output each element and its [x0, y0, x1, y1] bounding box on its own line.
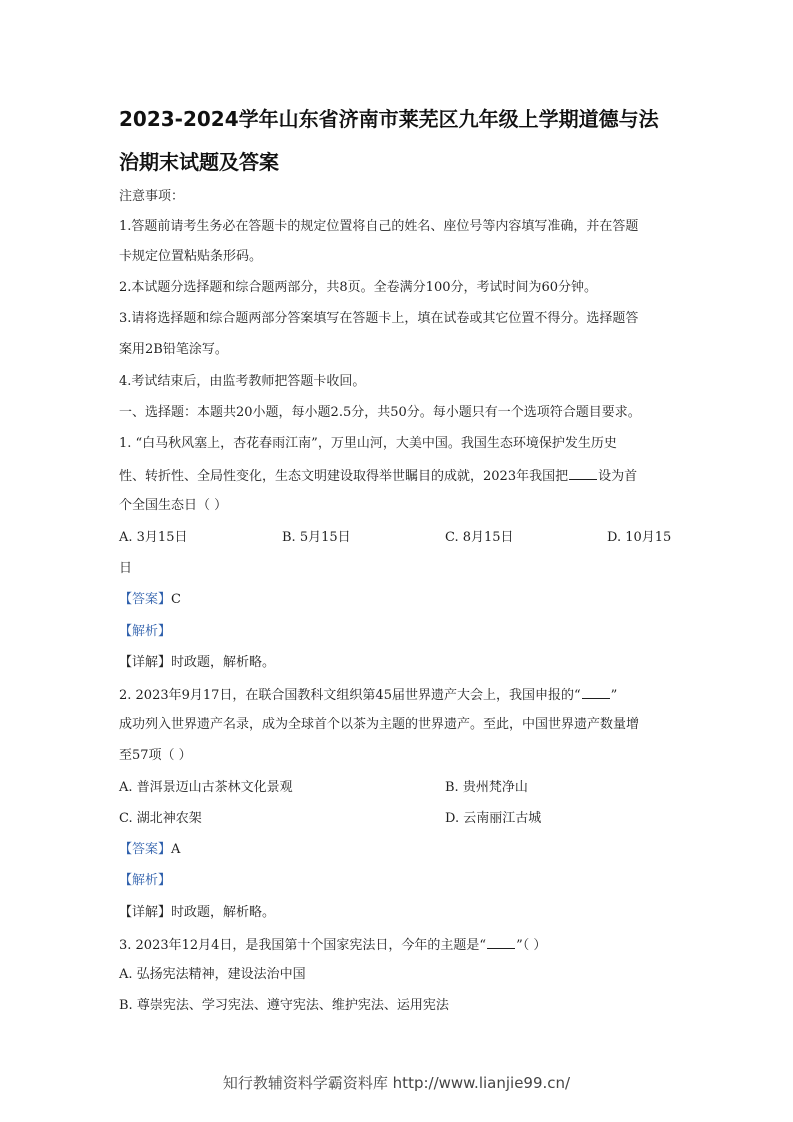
q2-answer: [119, 842, 180, 858]
q3-stem-line1: [119, 936, 546, 954]
q1-stem-line1: 1. “白马秋风塞上，杏花春雨江南”，万里山河，大美中国。我国生态环境保护发生历史: [119, 436, 617, 451]
q2-option-c: C. 湖北神农架: [119, 811, 202, 826]
q3-blank: [487, 936, 515, 949]
q2-stem-line1: [119, 686, 617, 704]
q2-stem-line3: 至57项（ ）: [119, 748, 192, 763]
notice-item-3: 3.请将选择题和综合题两部分答案填写在答题卡上，填在试卷或其它位置不得分。选择题答: [119, 311, 639, 326]
q1-stem-text: 性、转折性、全局性变化，生态文明建设取得举世瞩目的成就，2023年我国把: [119, 469, 569, 484]
q1-analysis-label: 【解析】: [119, 624, 172, 639]
section-heading: 一、选择题：本题共20小题，每小题2.5分，共50分。每小题只有一个选项符合题目要求。: [119, 405, 641, 420]
page-title-line1: 2023-2024学年山东省济南市莱芜区九年级上学期道德与法: [119, 107, 659, 131]
q1-blank: [569, 467, 597, 480]
q2-stem-line2: 成功列入世界遗产名录，成为全球首个以茶为主题的世界遗产。至此，中国世界遗产数量增: [119, 717, 640, 732]
notice-item-2: 2.本试题分选择题和综合题两部分，共8页。全卷满分100分，考试时间为60分钟。: [119, 280, 598, 295]
q2-answer-value: A: [171, 842, 181, 857]
q1-detail: [119, 655, 275, 671]
q2-stem-text: 2. 2023年9月17日，在联合国教科文组织第45届世界遗产大会上，我国申报的“: [119, 688, 581, 703]
q3-option-b: B. 尊崇宪法、学习宪法、遵守宪法、维护宪法、运用宪法: [119, 998, 449, 1013]
q2-detail-text: 时政题，解析略。: [171, 905, 276, 920]
q2-detail: [119, 905, 275, 921]
q2-blank: [582, 686, 610, 699]
notice-item-1-cont: 卡规定位置粘贴条形码。: [119, 249, 263, 264]
notice-item-3-cont: 案用2B铅笔涂写。: [119, 342, 228, 357]
q1-option-a: A. 3月15日: [119, 530, 188, 545]
q1-answer-value: C: [171, 592, 181, 607]
detail-label: 【详解】: [119, 905, 172, 920]
q2-stem-text-end: ”: [610, 688, 618, 703]
q3-stem-text: 3. 2023年12月4日，是我国第十个国家宪法日，今年的主题是“: [119, 938, 487, 953]
q2-option-b: B. 贵州梵净山: [445, 780, 528, 795]
q1-option-d-cont: 日: [119, 561, 133, 576]
q1-option-d: D. 10月15: [607, 530, 672, 545]
q1-option-c: C. 8月15日: [445, 530, 514, 545]
q1-stem-line2: [119, 467, 637, 485]
q1-stem-line3: 个全国生态日（ ）: [119, 498, 228, 513]
q1-detail-text: 时政题，解析略。: [171, 655, 276, 670]
q2-analysis-label: 【解析】: [119, 873, 172, 888]
q1-option-b: B. 5月15日: [282, 530, 351, 545]
detail-label: 【详解】: [119, 655, 172, 670]
answer-label: 【答案】: [119, 592, 172, 607]
answer-label: 【答案】: [119, 842, 172, 857]
footer-watermark: 知行教辅资料学霸资料库 http://www.lianjie99.cn/: [222, 1074, 571, 1092]
notice-heading: 注意事项：: [119, 189, 185, 204]
notice-item-1: 1.答题前请考生务必在答题卡的规定位置将自己的姓名、座位号等内容填写准确，并在答题: [119, 219, 639, 234]
q2-option-d: D. 云南丽江古城: [445, 811, 542, 826]
q3-option-a: A. 弘扬宪法精神，建设法治中国: [119, 967, 306, 982]
q1-answer: [119, 592, 181, 608]
q3-stem-text-end: ”（ ）: [516, 938, 547, 953]
page-title-line2: 治期末试题及答案: [119, 150, 279, 174]
notice-item-4: 4.考试结束后，由监考教师把答题卡收回。: [119, 374, 366, 389]
q1-stem-text-end: 设为首: [598, 469, 638, 484]
q2-option-a: A. 普洱景迈山古茶林文化景观: [119, 780, 293, 795]
